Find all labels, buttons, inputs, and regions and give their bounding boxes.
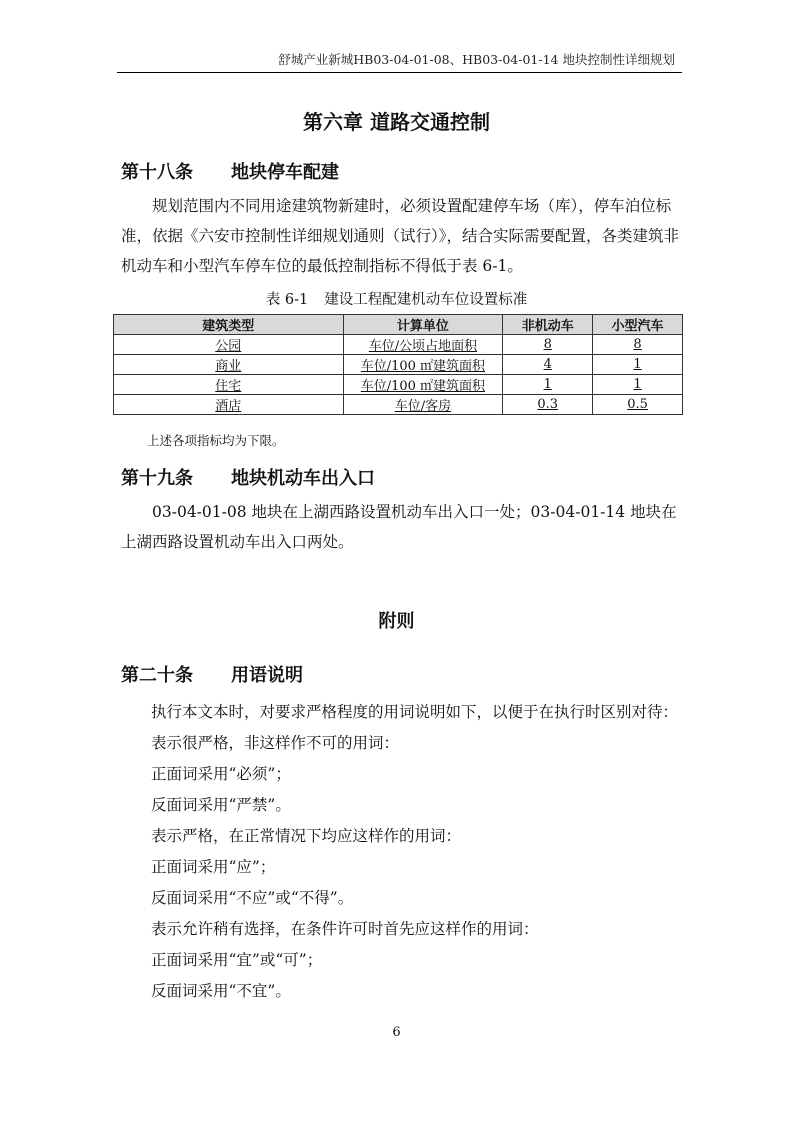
cell-unit: 车位/100 ㎡建筑面积	[360, 379, 486, 394]
terms-line: 正面词采用“必须”；	[151, 765, 291, 783]
cell-small-car: 8	[633, 337, 642, 352]
terms-line: 表示严格，在正常情况下均应这样作的用词：	[151, 827, 462, 845]
article-19-paragraph: 03-04-01-08 地块在上湖西路设置机动车出入口一处；03-04-01-14 地块在上湖西路设置机动车出入口两处。	[121, 503, 677, 551]
cell-non-motor: 1	[543, 377, 552, 392]
cell-building-type: 商业	[215, 359, 242, 374]
table-row	[114, 395, 683, 415]
header-small-car: 小型汽车	[593, 315, 683, 335]
terms-line: 执行本文本时，对要求严格程度的用词说明如下，以便于在执行时区别对待：	[151, 703, 679, 721]
table-header-row	[114, 315, 683, 335]
table-caption-number: 表 6-1	[265, 292, 309, 308]
table-row	[114, 375, 683, 395]
table-row	[114, 355, 683, 375]
cell-non-motor: 4	[543, 357, 552, 372]
page-number: 6	[392, 1025, 401, 1040]
running-header: 舒城产业新城HB03-04-01-08、HB03-04-01-14 地块控制性详细规划	[278, 52, 675, 67]
article-20-title: 用语说明	[231, 665, 303, 686]
article-18-heading	[121, 158, 339, 184]
cell-small-car: 0.5	[627, 397, 648, 412]
article-18-title: 地块停车配建	[231, 162, 339, 183]
article-19-number: 第十九条	[121, 468, 193, 489]
article-19-heading	[121, 464, 375, 490]
terms-line: 表示很严格，非这样作不可的用词：	[151, 734, 400, 752]
cell-building-type: 酒店	[215, 399, 242, 414]
terms-line: 表示允许稍有选择，在条件许可时首先应这样作的用词：	[151, 920, 539, 938]
cell-small-car: 1	[633, 357, 642, 372]
table-row	[114, 335, 683, 355]
parking-standard-table	[113, 314, 683, 415]
terms-line: 反面词采用“严禁”。	[151, 796, 291, 814]
header-unit: 计算单位	[343, 315, 503, 335]
cell-small-car: 1	[633, 377, 642, 392]
cell-unit: 车位/公顷占地面积	[368, 339, 478, 354]
article-18-paragraph: 规划范围内不同用途建筑物新建时，必须设置配建停车场（库），停车泊位标准，依据《六安市控制性详细规划通则（试行）》，结合实际需要配置，各类建筑非机动车和小型汽车停车位的最低控制指标不得低于表 6-1。	[121, 197, 680, 275]
chapter-title: 第六章 道路交通控制	[303, 110, 490, 134]
table-note: 上述各项指标均为下限。	[147, 433, 285, 448]
article-19-title: 地块机动车出入口	[231, 468, 375, 489]
header-building-type: 建筑类型	[114, 315, 344, 335]
cell-unit: 车位/100 ㎡建筑面积	[360, 359, 486, 374]
terms-line: 反面词采用“不宜”。	[151, 982, 291, 1000]
article-18-number: 第十八条	[121, 162, 193, 183]
header-non-motor: 非机动车	[503, 315, 593, 335]
terms-line: 正面词采用“宜”或“可”；	[151, 951, 323, 969]
cell-unit: 车位/客房	[394, 399, 452, 414]
appendix-title: 附则	[378, 611, 415, 632]
header-rule	[117, 72, 682, 73]
terms-line: 反面词采用“不应”或“不得”。	[151, 889, 354, 907]
table-caption	[0, 288, 793, 309]
cell-non-motor: 8	[543, 337, 552, 352]
article-20-number: 第二十条	[121, 665, 193, 686]
terms-line: 正面词采用“应”；	[151, 858, 276, 876]
cell-building-type: 住宅	[215, 379, 242, 394]
cell-non-motor: 0.3	[537, 397, 559, 412]
cell-building-type: 公园	[215, 339, 242, 354]
article-20-heading	[121, 661, 303, 687]
table-caption-title: 建设工程配建机动车位设置标准	[324, 292, 528, 308]
